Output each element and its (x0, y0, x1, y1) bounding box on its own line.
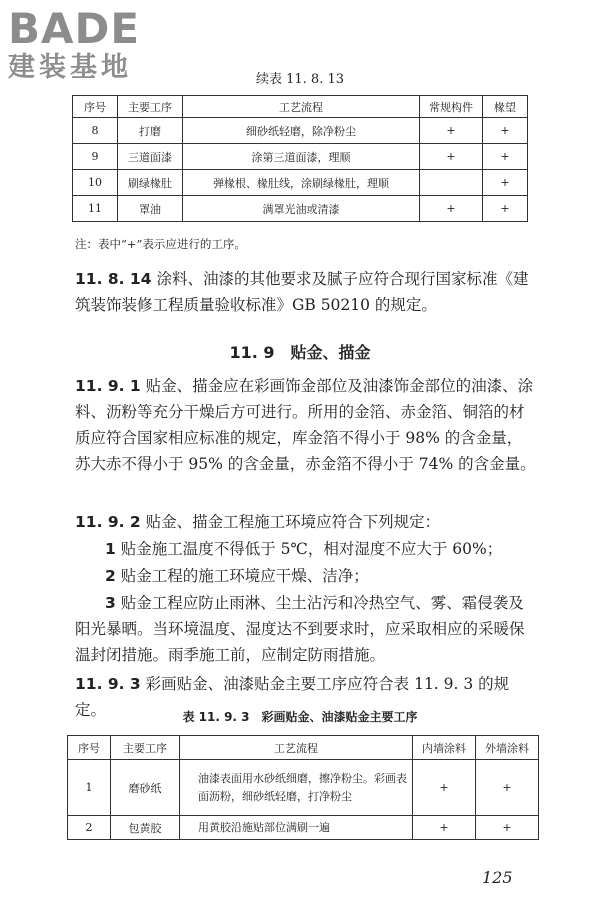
table1 (72, 95, 528, 222)
table2-header-c2: 外墙涂料 (476, 736, 539, 760)
cell-flow: 用黄胶沿施贴部位满刷一遍 (180, 816, 413, 840)
list-item (75, 590, 537, 668)
paragraph-11-9-2 (75, 509, 537, 535)
paragraph-11-8-14 (75, 266, 537, 318)
logo-text-bottom: 建装基地 (8, 52, 132, 83)
table2 (67, 735, 539, 840)
cell-c1: + (413, 816, 476, 840)
table-row (73, 170, 528, 196)
table1-header-flow: 工艺流程 (183, 96, 420, 118)
table-row (73, 196, 528, 222)
table1-header-step: 主要工序 (118, 96, 183, 118)
paragraph-11-9-1 (75, 373, 537, 477)
table-row (73, 144, 528, 170)
cell-step: 罩油 (118, 196, 183, 222)
cell-step: 打磨 (118, 118, 183, 144)
clause-text: 彩画贴金、油漆贴金主要工序应符合表 11. 9. 3 的规定。 (75, 675, 510, 719)
cell-c1: + (420, 144, 483, 170)
cell-no: 2 (68, 816, 111, 840)
clause-text: 贴金、描金工程施工环境应符合下列规定： (145, 513, 441, 531)
table1-header-no: 序号 (73, 96, 118, 118)
clause-number: 11. 8. 14 (75, 270, 152, 288)
cell-c1: + (420, 196, 483, 222)
cell-flow: 弹椽根、椽肚线，涂刷绿椽肚，理顺 (183, 170, 420, 196)
table1-header-c2: 椽望 (483, 96, 528, 118)
table-row (73, 118, 528, 144)
item-text: 贴金施工温度不得低于 5℃，相对湿度不应大于 60%； (120, 540, 503, 558)
table-row (68, 816, 539, 840)
item-number: 3 (105, 594, 116, 612)
cell-c2: + (483, 170, 528, 196)
cell-c2: + (476, 760, 539, 816)
table1-note: 注：表中“+”表示应进行的工序。 (75, 237, 246, 251)
clause-number: 11. 9. 3 (75, 675, 141, 693)
cell-flow: 涂第三道面漆，理顺 (183, 144, 420, 170)
list-item (75, 536, 537, 562)
cell-c2: + (476, 816, 539, 840)
table-row (68, 760, 539, 816)
section-title: 11. 9 贴金、描金 (229, 343, 371, 362)
cell-c2: + (483, 144, 528, 170)
logo-text-top: BADE (8, 4, 141, 53)
item-number: 1 (105, 540, 116, 558)
cell-c1: + (420, 118, 483, 144)
clause-number: 11. 9. 1 (75, 377, 141, 395)
cell-step: 包黄胶 (111, 816, 180, 840)
table1-caption: 续表 11. 8. 13 (255, 72, 345, 87)
cell-no: 11 (73, 196, 118, 222)
clause-text: 涂料、油漆的其他要求及腻子应符合现行国家标准《建筑装饰装修工程质量验收标准》GB 50210 的规定。 (75, 270, 529, 314)
table2-header-step: 主要工序 (111, 736, 180, 760)
cell-flow: 满罩光油或清漆 (183, 196, 420, 222)
item-text: 贴金工程的施工环境应干燥、洁净； (120, 567, 369, 585)
cell-no: 8 (73, 118, 118, 144)
cell-flow: 油漆表面用水砂纸细磨，擦净粉尘。彩画表面沥粉，细砂纸轻磨，打净粉尘 (180, 760, 413, 816)
cell-step: 三道面漆 (118, 144, 183, 170)
cell-c1 (420, 170, 483, 196)
list-item (75, 563, 537, 589)
table2-header-flow: 工艺流程 (180, 736, 413, 760)
cell-c2: + (483, 196, 528, 222)
table2-header-no: 序号 (68, 736, 111, 760)
table2-header-c1: 内墙涂料 (413, 736, 476, 760)
item-text: 贴金工程应防止雨淋、尘土沾污和冷热空气、雾、霜侵袭及阳光暴晒。当环境温度、湿度达不到要求时，应采取相应的采暖保温封闭措施。雨季施工前，应制定防雨措施。 (75, 594, 525, 664)
cell-no: 10 (73, 170, 118, 196)
page-number: 125 (482, 868, 513, 887)
item-number: 2 (105, 567, 116, 585)
cell-c2: + (483, 118, 528, 144)
cell-c1: + (413, 760, 476, 816)
table2-caption: 表 11. 9. 3 彩画贴金、油漆贴金主要工序 (182, 710, 418, 724)
clause-text: 贴金、描金应在彩画饰金部位及油漆饰金部位的油漆、涂料、沥粉等充分干燥后方可进行。所用的金箔、赤金箔、铜箔的材质应符合国家相应标准的规定，库金箔不得小于 98% 的含金量，苏大赤不得小于 95% 的含金量，赤金箔不得小于 74% 的含金量。 (75, 377, 536, 473)
cell-no: 9 (73, 144, 118, 170)
cell-step: 磨砂纸 (111, 760, 180, 816)
table1-header-c1: 常规构件 (420, 96, 483, 118)
cell-flow: 细砂纸轻磨，除净粉尘 (183, 118, 420, 144)
cell-no: 1 (68, 760, 111, 816)
clause-number: 11. 9. 2 (75, 513, 141, 531)
cell-step: 刷绿椽肚 (118, 170, 183, 196)
